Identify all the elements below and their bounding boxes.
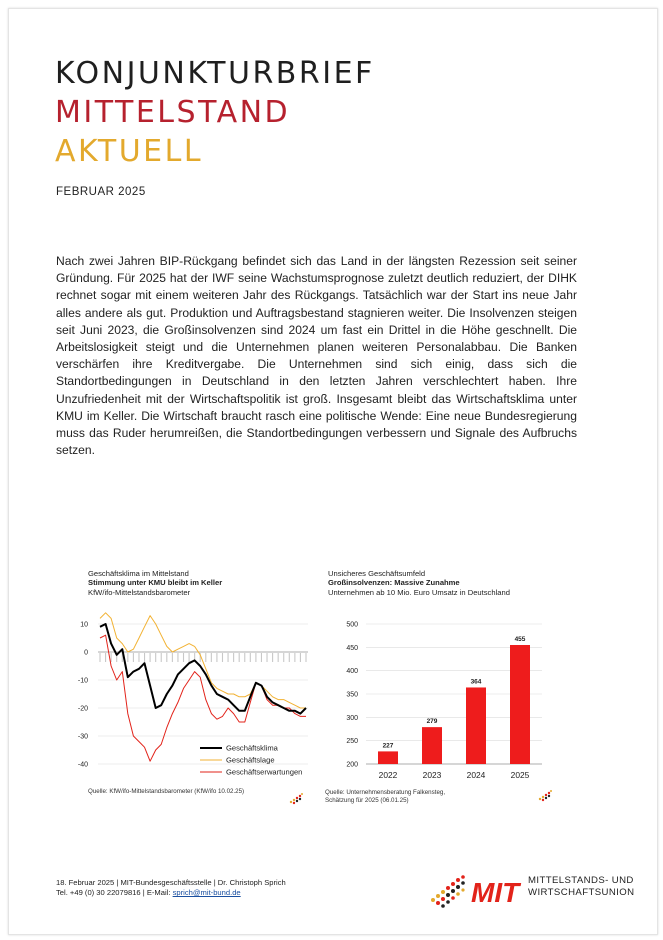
right-y-tick-label: 200 [346, 761, 358, 769]
legend-label-2: Geschäftslage [226, 755, 275, 765]
brand-name [528, 875, 634, 899]
mit-mini-logo-icon-2 [537, 789, 553, 803]
title-line-1: KONJUNKTURBRIEF [55, 56, 375, 91]
mit-mini-logo-icon [288, 792, 304, 806]
right-chart-source [325, 789, 445, 805]
right-y-tick-label: 500 [346, 621, 358, 629]
left-chart-source: Quelle: KfW/ifo-Mittelstandsbarometer (KfW/ifo 10.02.25) [88, 788, 245, 795]
right-chart-title: Großinsolvenzen: Massive Zunahme [328, 578, 460, 588]
bar-value-label: 364 [470, 678, 482, 686]
bar-value-label: 227 [382, 742, 394, 750]
right-y-tick-label: 350 [346, 691, 358, 699]
mit-logo-dots [431, 875, 465, 908]
footer-line-1: 18. Februar 2025 | MIT-Bundesgeschäftsstelle | Dr. Christoph Sprich [56, 878, 286, 887]
left-chart-kicker: Geschäftsklima im Mittelstand [88, 569, 189, 578]
bar-value-label: 455 [514, 636, 526, 643]
left-series-line-2 [100, 613, 306, 708]
email-link[interactable]: sprich@mit-bund.de [172, 888, 241, 898]
left-y-tick-label: -20 [77, 705, 88, 713]
bar-2024 [466, 687, 486, 764]
x-category-label: 2022 [378, 770, 398, 780]
x-category-label: 2025 [510, 770, 530, 780]
legend-label-1: Geschäftsklima [226, 743, 278, 753]
left-chart-title: Stimmung unter KMU bleibt im Keller [88, 578, 223, 588]
left-y-tick-label: -30 [77, 733, 88, 741]
x-category-label: 2023 [422, 770, 442, 780]
footer-line-2 [56, 888, 286, 898]
right-chart-subtitle: Unternehmen ab 10 Mio. Euro Umsatz in Deutschland [328, 587, 510, 597]
bar-value-label: 279 [426, 718, 438, 726]
right-chart-source-line-1: Quelle: Unternehmensberatung Falkensteg, [325, 789, 446, 796]
body-paragraph: Nach zwei Jahren BIP-Rückgang befindet sich das Land in der längsten Rezession seit seiner Gründung. Für 2025 hat der IWF seine Wachstumsprognose zuletzt deutlich reduziert, der DIHK rechnet sogar mit einem weiteren Jahr des Rückgangs. Tatsächlich war der Start ins neue Jahr alles andere als gut. Produktion und Auftragsbestand stagnieren weiter. Die Insolvenzen steigen seit Juni 2023, die Großinsolvenzen sind 2024 um fast ein Drittel in die Höhe geschnellt. Die Arbeitslosigkeit steigt und die Unternehmen planen weiteren Personalabbau. Die Banken verschärfen ihre Kreditvergabe. Die Unternehmen sind sich einig, dass sich die Standortbedingungen in Deutschland in den letzten Jahren verschlechtert haben. Ihre Unzufriedenheit mit der Wirtschaftspolitik ist groß. Insgesamt bleibt das Wirtschaftsklima unter KMU im Keller. Die Wirtschaft braucht rasch eine politische Wende: Eine neue Bundesregierung muss das Ruder herumreißen, die Standortbedingungen verbessern und Signale des Aufbruchs setzen. [56, 254, 577, 458]
left-y-tick-label: -10 [77, 677, 88, 685]
brand-name-line-1: MITTELSTANDS- UND [528, 875, 634, 886]
right-chart-source-line-2: Schätzung für 2025 (06.01.25) [325, 797, 409, 804]
left-chart-subtitle: KfW/ifo-Mittelstandsbarometer [88, 587, 191, 597]
title-line-3: AKTUELL [55, 134, 204, 169]
left-line-chart [70, 606, 320, 786]
right-y-tick-label: 400 [346, 668, 358, 676]
right-y-tick-label: 300 [346, 714, 358, 722]
right-y-tick-label: 450 [346, 644, 358, 652]
right-chart-header [328, 569, 510, 597]
issue-date: FEBRUAR 2025 [56, 186, 146, 198]
bar-2022 [378, 751, 398, 764]
left-y-tick-label: -40 [77, 761, 88, 769]
left-series-line-1 [100, 624, 306, 714]
legend-label-3: Geschäftserwartungen [226, 767, 303, 777]
bar-2025 [510, 645, 530, 764]
brand-name-line-2: WIRTSCHAFTSUNION [528, 887, 635, 898]
left-y-tick-label: 10 [80, 621, 88, 629]
left-chart-header [88, 569, 222, 597]
title-line-2: MITTELSTAND [55, 95, 291, 130]
footer-contact [56, 878, 286, 899]
bar-2023 [422, 727, 442, 764]
footer-phone: Tel. +49 (0) 30 22079816 | E-Mail: [56, 888, 173, 898]
x-category-label: 2024 [466, 770, 486, 780]
left-y-tick-label: 0 [84, 649, 88, 657]
right-chart-kicker: Unsicheres Geschäftsumfeld [328, 569, 426, 578]
right-y-tick-label: 250 [346, 738, 358, 746]
right-bar-chart [330, 612, 555, 787]
mit-logo-text: MIT [471, 877, 520, 908]
